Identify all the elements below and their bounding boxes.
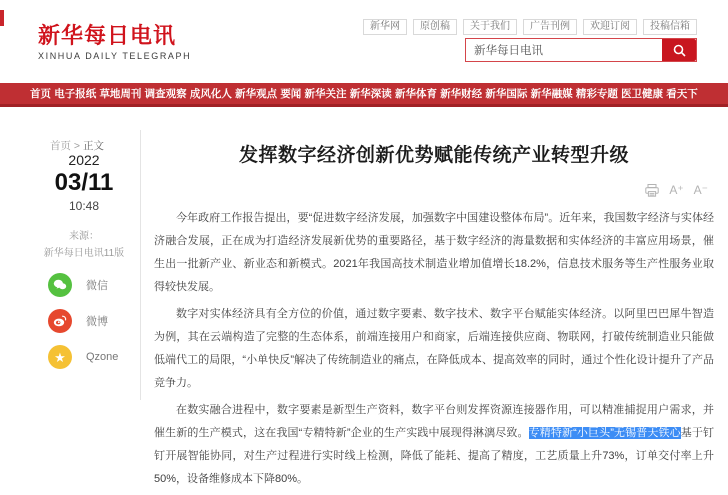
breadcrumb-separator: > xyxy=(73,140,81,152)
share-panel xyxy=(30,273,138,369)
logo-chinese: 新华每日电讯 xyxy=(38,23,177,48)
logo-english: XINHUA DAILY TELEGRAPH xyxy=(38,51,192,61)
qzone-star-icon: ★ xyxy=(48,345,72,369)
article xyxy=(154,140,714,495)
share-qzone-label: Qzone xyxy=(86,351,119,363)
top-link-contribute[interactable]: 投稿信箱 xyxy=(643,19,697,35)
top-link-xinhuanet[interactable]: 新华网 xyxy=(363,19,407,35)
site-header xyxy=(0,0,728,83)
nav-item-caodi-weekly[interactable]: 草地周刊 xyxy=(99,88,142,100)
nav-item-investigation[interactable]: 调查观察 xyxy=(144,88,187,100)
paragraph-3-text-before: 在数实融合进程中，数字要素是新型生产资料，数字平台则发挥资源连接器作用，可以精准捕捉用户需求，并催生新的生产模式，这在我国“专精特新”企业的生产实践中展现得淋漓尽致。 xyxy=(154,404,714,439)
paragraph-1: 今年政府工作报告提出，要“促进数字经济发展，加强数字中国建设整体布局”。近年来，我国数字经济与实体经济融合发展，正在成为打造经济发展新优势的重要路径，基于数字经济的海量数据和实体经济的丰富应用场景，催生出一批新产业、新业态和新模式。2021年我国高技术制造业增加值增长18.2%，信息技术服务等生产性服务业取得较快发展。 xyxy=(154,212,714,293)
nav-underline xyxy=(0,104,728,107)
nav-item-international[interactable]: 新华国际 xyxy=(485,88,528,100)
vertical-divider xyxy=(140,130,141,400)
paragraph-3-text-after: 基于钉钉开展智能协同，对生产过程进行实时线上检测，降低了能耗、提高了精度，工艺质量上升73%，订单交付率上升50%，设备维修成本下降80%。 xyxy=(154,427,714,485)
nav-item-news[interactable]: 要闻 xyxy=(280,88,302,100)
publish-time: 10:48 xyxy=(68,199,100,213)
site-logo[interactable] xyxy=(38,24,191,61)
top-link-ads[interactable]: 广告刊例 xyxy=(523,19,577,35)
nav-item-finance[interactable]: 新华财经 xyxy=(440,88,483,100)
weibo-icon xyxy=(48,309,72,333)
nav-item-media[interactable]: 新华融媒 xyxy=(530,88,573,100)
top-link-about[interactable]: 关于我们 xyxy=(463,19,517,35)
nav-item-home[interactable]: 首页 xyxy=(30,88,51,100)
print-icon[interactable] xyxy=(645,184,659,197)
publish-year: 2022 xyxy=(68,152,100,168)
paragraph-3 xyxy=(154,399,714,491)
article-title: 发挥数字经济创新优势赋能传统产业转型升级 xyxy=(238,145,629,166)
source-name: 新华每日电讯11版 xyxy=(43,248,125,259)
share-weibo-label: 微博 xyxy=(86,316,108,328)
header-links xyxy=(363,19,697,35)
share-wechat-button[interactable] xyxy=(48,273,138,297)
search-input[interactable] xyxy=(466,39,662,61)
font-increase-button[interactable]: A⁺ xyxy=(669,183,684,197)
nav-item-viewpoint[interactable]: 新华观点 xyxy=(235,88,278,100)
article-body xyxy=(154,207,714,491)
source-label: 来源： xyxy=(69,231,99,242)
nav-item-deepread[interactable]: 新华深读 xyxy=(349,88,392,100)
top-link-subscribe[interactable]: 欢迎订阅 xyxy=(583,19,637,35)
share-wechat-label: 微信 xyxy=(86,280,108,292)
breadcrumb-home[interactable]: 首页 xyxy=(50,140,71,152)
nav-item-health[interactable]: 医卫健康 xyxy=(621,88,664,100)
paragraph-2: 数字对实体经济具有全方位的价值，通过数字要素、数字技术、数字平台赋能实体经济。以阿里巴巴犀牛智造为例，其在云端构造了完整的生态体系，前端连接用户和商家，后端连接供应商、物联网，打破传统制造业只能做低端代工的局限，“小单快反”解决了传统制造业的痛点，在降低成本、提高效率的同时，通过个性化设计提升了产品竞争力。 xyxy=(154,308,714,389)
nav-item-focus[interactable]: 新华关注 xyxy=(304,88,347,100)
nav-item-chengfeng[interactable]: 成风化人 xyxy=(189,88,232,100)
nav-item-sports[interactable]: 新华体育 xyxy=(394,88,437,100)
main-nav xyxy=(0,83,728,104)
nav-item-world[interactable]: 看天下 xyxy=(666,88,698,100)
share-weibo-button[interactable] xyxy=(48,309,138,333)
top-link-original[interactable]: 原创稿 xyxy=(413,19,457,35)
wechat-icon xyxy=(48,273,72,297)
nav-item-epaper[interactable]: 电子报纸 xyxy=(54,88,97,100)
font-decrease-button[interactable]: A⁻ xyxy=(693,183,708,197)
article-meta-column xyxy=(30,152,138,381)
share-qzone-button[interactable] xyxy=(48,345,138,369)
left-edge-accent xyxy=(0,10,4,26)
article-tools xyxy=(154,183,708,197)
text-selection-highlight: 专精特新“小巨头”无锡普天铁心 xyxy=(528,427,681,439)
nav-item-specials[interactable]: 精彩专题 xyxy=(575,88,618,100)
breadcrumb-current: 正文 xyxy=(82,140,104,152)
search-bar xyxy=(465,38,697,62)
search-button[interactable] xyxy=(662,39,696,61)
breadcrumb xyxy=(50,138,104,153)
publish-date: 03/11 xyxy=(54,169,114,196)
search-icon xyxy=(673,44,686,57)
